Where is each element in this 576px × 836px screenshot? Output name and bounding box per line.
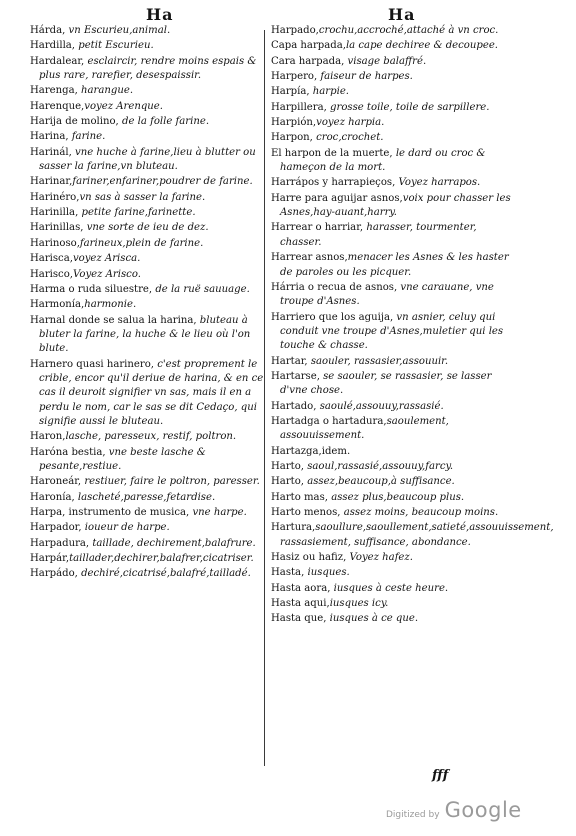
definition: saouler, rassasier,assouuir. [310,355,449,367]
definition: bluteau à bluter la farine, la huche & le lieu où l'on blute. [39,314,251,355]
definition: assez plus,beaucoup plus. [331,491,465,503]
definition: lascheté,paresse,fetardise. [77,491,216,503]
dictionary-entry [271,221,511,250]
dictionary-entry [271,551,511,565]
dictionary-entry [30,314,266,357]
headword: Cara harpada, [271,55,348,67]
definition: iusques icy. [329,598,389,610]
headword: Harinar, [30,176,73,188]
watermark-brand: Google [444,798,522,822]
definition: harmonie. [84,299,137,311]
headword: Harpon, [271,132,317,144]
dictionary-entry [30,521,266,535]
dictionary-entry [30,446,266,475]
dictionary-entry [30,39,266,53]
dictionary-entry [30,537,266,551]
dictionary-entry [30,221,266,235]
definition: petit Escurieu. [78,40,154,52]
headword: Haronía, [30,491,78,503]
definition: se saouler, se rassasier, se lasser d'vne chose. [280,370,492,397]
definition: voyez Arenque. [84,100,163,112]
dictionary-entry [30,146,266,175]
dictionary-entry [271,311,511,354]
definition: saoulement, assouuissement. [280,415,449,442]
definition: le dard ou croc & hameçon de la mort. [280,147,486,174]
definition: assez moins, beaucoup moins. [343,507,499,518]
dictionary-entry [271,566,511,580]
definition: petite farine,farinette. [81,207,196,219]
headword: Harma o ruda siluestre, [30,283,156,295]
dictionary-entry [271,370,511,399]
dictionary-entry [271,355,511,369]
dictionary-entry [271,612,511,626]
definition: vne beste lasche & pesante,restiue. [39,446,206,472]
definition: la cape dechiree & decoupee. [345,40,498,52]
headword: Harinál, [30,146,76,158]
headword: Harina, [30,131,72,143]
dictionary-entry [30,130,266,144]
headword: Harinillas, [30,222,87,234]
headword: Hardilla, [30,40,79,52]
headword: Hartado, [271,400,320,412]
definition: voyez Arisca. [72,253,141,265]
headword: Harre para aguijar asnos, [271,192,403,204]
dictionary-entry [30,84,266,98]
definition: vn sas à sasser la farine. [79,191,206,203]
dictionary-entry [30,491,266,505]
headword: Harpádo, [30,568,82,580]
headword: Hasiz ou hafiz, [271,552,350,564]
headword: Capa harpada, [271,40,346,52]
headword: Harnal donde se salua la harina, [30,314,200,326]
dictionary-entry [30,475,266,489]
headword: Harrear o harriar, [271,222,367,234]
headword: Hárda, [30,25,69,36]
headword: Harnero quasi harinero, [30,358,158,370]
dictionary-entry [271,147,511,176]
dictionary-entry [271,521,554,550]
definition: voix pour chasser les Asnes,hay-auant,harry. [280,192,511,219]
headword: Harrápos y harrapieços, [271,177,399,189]
definition: de la folle farine. [121,116,210,128]
headword: Harija de molino, [30,116,122,128]
headword: Hárria o recua de asnos, [271,281,401,293]
definition: assez,beaucoup,à suffisance. [307,476,455,488]
dictionary-entry [30,506,266,520]
left-column [30,24,266,583]
headword: Hartadga o hartadura, [271,415,387,427]
headword: Harpado, [271,25,319,36]
dictionary-entry [30,206,266,220]
dictionary-entry [30,430,266,444]
definition: crochu,accroché,attaché à vn croc. [318,25,499,36]
headword: Harinéro, [30,191,80,203]
definition: harangue. [81,85,134,97]
dictionary-entry [30,268,266,282]
headword: Harenga, [30,85,82,97]
headword: Harinilla, [30,207,82,219]
dictionary-entry [271,400,511,414]
headword: Haróna bestia, [30,446,109,458]
headword: Haron, [30,431,66,443]
digitization-watermark [386,798,522,822]
dictionary-entry [271,475,511,489]
dictionary-entry [271,39,511,53]
running-header-right: Ha [388,5,416,24]
headword: Harisco, [30,268,73,280]
definition: restiuer, faire le poltron, paresser. [84,476,260,488]
dictionary-entry [30,55,266,84]
dictionary-entry [271,176,511,190]
definition: esclaircir, rendre moins espais & plus rare, rarefier, desespaissir. [39,55,257,82]
definition: vn asnier, celuy qui conduit vne troupe d'Asnes,muletier qui les touche & chasse. [280,311,504,352]
headword: Hartura, [271,522,316,534]
definition: Voyez harrapos. [398,177,481,189]
headword: Harpa, instrumento de musica, [30,507,193,518]
dictionary-entry [271,251,511,280]
headword: Harpía, [271,86,313,98]
watermark-prefix: Digitized by [386,810,440,820]
dictionary-entry [30,24,266,38]
definition: Voyez hafez. [349,552,413,564]
running-header-left: Ha [146,5,174,24]
headword: Harto mas, [271,491,332,503]
dictionary-entry [30,358,266,430]
headword: Harinoso, [30,237,80,249]
definition: de la ruë sauuage. [155,283,250,295]
dictionary-entry [30,100,266,114]
headword: Hasta aqui, [271,598,330,610]
dictionary-entry [271,460,511,474]
headword: Hartazga,idem. [271,445,351,457]
headword: Harpador, [30,522,85,534]
definition: menacer les Asnes & les haster de paroles ou les picquer. [280,252,509,278]
headword: Harpillera, [271,101,331,113]
definition: visage balaffré. [347,55,427,67]
headword: Hasta, [271,567,308,579]
definition: saoulé,assouuy,rassasié. [319,400,444,412]
dictionary-entry [30,175,266,189]
headword: Harriero que los aguija, [271,311,397,323]
headword: Hartarse, [271,370,324,382]
dictionary-entry [271,55,511,69]
definition: ioueur de harpe. [84,522,170,534]
definition: farine. [71,131,106,143]
dictionary-entry [271,491,511,505]
headword: Harpár, [30,553,70,565]
headword: Hartar, [271,355,311,367]
definition: vne carauane, vne troupe d'Asnes. [280,281,494,308]
definition: iusques. [307,567,350,579]
dictionary-entry [271,597,511,611]
dictionary-entry [271,445,511,459]
definition: taillade, dechirement,balafrure. [92,537,256,549]
dictionary-entry [271,85,511,99]
definition: farineux,plein de farine. [79,237,204,249]
definition: taillader,dechirer,balafrer,cicatriser. [69,553,254,565]
headword: Harpero, [271,71,321,83]
dictionary-entry [271,24,511,38]
definition: harasser, tourmenter, chasser. [280,222,477,248]
dictionary-entry [30,191,266,205]
dictionary-entry [30,252,266,266]
dictionary-entry [30,115,266,129]
headword: Harto, [271,460,308,472]
definition: fariner,enfariner,poudrer de farine. [72,176,253,188]
definition: faiseur de harpes. [320,71,413,83]
dictionary-entry [271,192,511,221]
headword: Harpión, [271,117,317,129]
dictionary-entry [271,101,511,115]
dictionary-entry [30,298,266,312]
headword: Harpadura, [30,537,93,549]
definition: vn Escurieu,animal. [68,25,171,36]
dictionary-entry [271,415,511,444]
definition: voyez harpia. [316,117,385,129]
dictionary-entry [271,582,511,596]
definition: iusques à ce que. [329,613,419,625]
headword: Harrear asnos, [271,252,348,264]
dictionary-entry [271,131,511,145]
headword: Hasta aora, [271,582,334,594]
headword: El harpon de la muerte, [271,147,396,159]
definition: saoul,rassasié,assouuy,farcy. [307,460,454,472]
dictionary-entry [30,552,266,566]
definition: saoullure,saoullement,satieté,assouuissement, rassasiement, suffisance, abondance. [280,522,554,548]
dictionary-entry [271,116,511,130]
headword: Harto menos, [271,507,344,518]
headword: Harmonía, [30,299,85,311]
definition: croc,crochet. [316,132,384,144]
dictionary-entry [30,567,266,581]
definition: vne sorte de ieu de dez. [86,222,209,234]
definition: grosse toile, toile de sarpillere. [330,101,490,113]
dictionary-entry [271,281,511,310]
headword: Haroneár, [30,476,85,488]
dictionary-entry [30,237,266,251]
headword: Hasta que, [271,613,330,625]
signature-mark: fff [432,768,449,783]
headword: Harto, [271,476,308,488]
definition: iusques à ceste heure. [333,582,449,594]
definition: c'est proprement le crible, encor qu'il deriue de harina, & en ce cas il deuroit signifier vn sas, mais il en a perdu le nom, car le sas se dit Cedaço, qui signifie aussi le bluteau. [39,358,264,427]
definition: Voyez Arisco. [73,268,141,280]
right-column [271,24,554,628]
definition: harpie. [312,86,349,98]
dictionary-entry [30,283,266,297]
definition: dechiré,cicatrisé,balafré,tailladé. [81,568,251,580]
dictionary-entry [271,70,511,84]
definition: vne huche à farine,lieu à blutter ou sasser la farine,vn bluteau. [39,146,256,173]
headword: Harenque, [30,100,85,112]
headword: Hardalear, [30,55,88,67]
definition: lasche, paresseux, restif, poltron. [65,431,237,443]
definition: vne harpe. [192,507,247,518]
dictionary-entry [271,506,511,520]
headword: Harisca, [30,253,73,265]
